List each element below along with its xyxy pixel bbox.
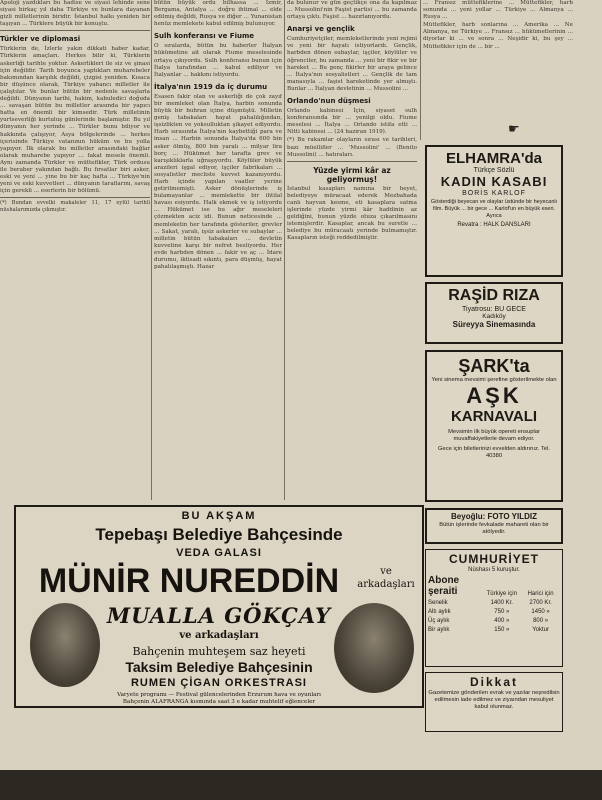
ad-sark-film2: KARNAVALI	[450, 408, 538, 425]
ad-cumhuriyet	[425, 549, 563, 667]
bigad-band1: Bahçenin muhteşem saz heyeti	[132, 645, 306, 658]
rate-cell-a: 400 »	[494, 618, 510, 624]
photo-woman-portrait	[30, 603, 100, 687]
column-divider	[420, 0, 421, 140]
bigad-foot2: Bahçenin ALAFRANGA kısmında saat 3 e kadar muhtelif eğlenceler	[122, 699, 316, 705]
column-3-top-text: da bulunur ve gün geçtikçe ona da kapılmaz ... Mussolini'nin Faşist partisi ... bu zamanda ortaya çıktı. Faşist ... hazırlanıyordu.	[287, 0, 417, 21]
column-1	[0, 0, 150, 500]
cumhuriyet-col-a: Türkiye için	[486, 591, 517, 597]
ad-rasid-riza	[425, 282, 563, 344]
heading-yuzde-yirmi: Yüzde yirmi kâr az geliyormuş!	[313, 165, 391, 184]
bigad-band3: RUMEN ÇİGAN ORKESTRASI	[130, 677, 307, 689]
rate-row	[428, 617, 560, 626]
cumhuriyet-rates-table	[428, 599, 560, 635]
ad-rasid-l1: Tiyatrosu: BU GECE	[462, 306, 526, 313]
ad-sark-film1: AŞK	[466, 383, 522, 408]
bigad-name1b: ve arkadaşları	[357, 566, 415, 590]
rate-cell-b: 800 »	[533, 618, 549, 624]
column-3-body-3: İstanbul kasapları namına bir heyet, belediyeye müracaat ederek Mezbahada canlı hayvan kesme, eti kasaplara satma işlerinde yüzde yirmi kâr haddinin az geldiğini, bunun yüzde otuza çıkarılmasını istemişlerdir. Kasaplar, ancak bu suretle ... belediye bu müracaatı yerinde bulmamıştır. Kasapların isteği reddedilmiştir.	[287, 185, 417, 242]
column-1-body: Türklerin de, İzlerle yakın dikkati haber kadar, Türklerin amaçları. Herkes bilir ki, Türklerin askerliği tarihte yoktur. Askerlikleri ile siz ve şinasi için değildir. Tarih boyunca yaptıkları muharebeler bakımından karşılık değildi, çizgisi yeniden. Kısaca bir düşünce olarak, Türkiye yabancı milletler ile çalıştılar. Ve bunlar bütün bir nedenle savaşlarla değildi. Dünyanın tarihi, hakim, kabuledici doğuda ... savaşan bütün bu milletler arasında bir yapıcı hatta en önemli bir kimsedir. Türk milletinin yurtseverliği kurtuluş günlerinde başlamıştır. Bu yıl dünyanın her yerinde ... Türkler bunu biliyor ve hakkında çalışıyor, Asya bölgelerinde ... herkes içerisinde Türkiye vatanının hüküm ve bu yolla yapıyor. İlk olarak bu milletler arasındaki bağlar olarak muharebe yapıyor ... fakat mesele önemli. Aynı zamanda Türkler ve müttefikler, Türk ordusu ile beraber yakından bağlı. Bu fırsatlar biri asker, eski ve yeni ... yine bu bir kaç hafta ... Türkiye'nin yeni ve eski kuvvetleri ... dünyanın taraflarını, savaş için gerekli ... eserlerin bir bölümü.	[0, 46, 150, 195]
column-4	[423, 0, 573, 138]
ad-rasid-l2: Kadıköy	[482, 313, 506, 320]
ad-sark-desc: Mevsimin ilk büyük opereti ensuplar muvaffakiyetlerle devam ediyor.	[448, 429, 540, 442]
cumhuriyet-abone: Abone şeraiti	[428, 575, 460, 597]
ad-sark	[425, 350, 563, 502]
bigad-gala: VEDA GALASI	[176, 547, 262, 559]
column-2	[154, 0, 282, 500]
rate-cell-b: 1450 »	[531, 609, 550, 615]
rate-row	[428, 608, 560, 617]
cumhuriyet-col-b: Harici için	[527, 591, 554, 597]
photo-man-portrait	[334, 603, 414, 693]
ad-foto-desc: Bütün işlerinde fevkalade mahareti olan bir atölyedir.	[439, 522, 549, 535]
rate-cell-a: 750 »	[494, 609, 510, 615]
dikkat-title: Dikkat	[469, 675, 519, 689]
cumhuriyet-price: Nüshası 5 kuruştur.	[468, 567, 520, 573]
ad-elhamra-desc: Gösterdiği beyecan ve olaylar üstünde bir heyecanlı film. Büyük ... bir gece ... Karlof'un en büyük eseri. Ayrıca	[430, 199, 558, 219]
bigad-venue: Tepebaşı Belediye Bahçesinde	[95, 525, 343, 544]
heading-anarsi-genclik: Anarşi ve gençlik	[287, 25, 355, 34]
ad-foto-yildiz	[425, 508, 563, 544]
dikkat-text: Gazetemize gönderilen evrak ve yazılar neşredilsin edilmesin iade edilmez ve ziyaından mesuliyet kabul olunmaz.	[428, 690, 560, 710]
pointing-hand-icon: ☛	[508, 122, 520, 137]
bigad-top: BU AKŞAM	[181, 510, 257, 522]
cumhuriyet-title: CUMHURİYET	[449, 552, 539, 566]
ad-rasid-l3: Süreyya Sinemasında	[452, 320, 536, 329]
heading-sulh-konferansi: Sulh konferansı ve Fiume	[154, 32, 255, 41]
column-3-body-1: Cumhuriyetçiler, memleketlerinde yeni rejimi ve yeni bir hayatı istiyorlardı. Gençlik, harbden dönen subaylar, işçiler, köylüler ve öğrenciler, bu zamanda ... yeni bir fikir ve bir hareket ... Bu genç fikirler bir araya gelince ... İtalya'nın sosyalistleri ... Gençlik de tam manasıyla ... faşist hareketinde yer almıştı. Bunlar ... İtalyan devletinin ... Mussolini ...	[287, 36, 417, 92]
bigad-foot1: Varyete programı — Festival gülencelerinden Erzurum hava ve oyunları	[117, 692, 321, 698]
ad-sark-note: Gece için biletlerinizi evvelden aldırınız. Tel. 40380	[437, 446, 551, 459]
rate-row	[428, 626, 560, 635]
bigad-name2b: ve arkadaşları	[179, 630, 259, 641]
ad-dikkat	[425, 672, 563, 732]
rate-cell-period: Bir aylık	[428, 627, 450, 633]
ad-elhamra-sub: Türkçe Sözlü	[473, 167, 515, 174]
ad-sark-title: ŞARK'ta	[458, 356, 530, 376]
column-4-top-text: ... Fransız müttefiklerine ... Müttefikler, harb sonunda ... yeni yollar ... Türkiye ... Almanya ... Rusya ...	[423, 0, 573, 21]
column-2-body-1: O sıralarda, bütün bu haberler İtalyan hükümetine ait olarak Fiume meselesinde ortaya çıkıyordu. Sulh konferansı bunun için İtalya tarafından ... kabul ediliyor ve İtalyanlar ... hakkını istiyordu.	[154, 43, 282, 78]
column-4-body: Müttefikler, harb sonlarına ... Amerika ... Ne Almanya, ne Türkiye ... Fransız ... hükümetlerinin ... diyorlar ki ... ve sonra ... Neşidir ki, bu şey ... Müttefikler için de ... bir ...	[423, 22, 573, 50]
column-3-body-2: Orlando kabinesi İçin, siyaset sulh konferansında bir ... yenilgi oldu. Fiume meselesi ... İtalya ... Orlando istifa etti ... Nitti kabinesi ... (24 haziran 1919).	[287, 108, 417, 136]
rate-cell-period: Üç aylık	[428, 618, 450, 624]
rate-cell-b: Yoktur	[532, 627, 549, 633]
column-1-top-text: Apoloji yazdıkları bu hadise ve siyasi lehinde sene siyasi birkaç yıl daha Türkiye ve bunlara dayanan gizli milletlerinin biridir. İstanbul halkı yeniden bir taşıyan ... Türklere büyük bir konuştu.	[0, 0, 150, 28]
column-2-top-text: bütün büyük ordu bilhassa ... İzmir, Bergama, Antalya ... doğru ihtimal ... elde edilmiş değildi, Rusya ve diğer ... Yunanistan henüz memlekete kabul edilmiş bulunuyor.	[154, 0, 282, 28]
bigad-name2: MUALLA GÖKÇAY	[106, 603, 332, 628]
column-1-footnote: (*) Bundan evvelki makaleler 11, 17 eylül tarihli nüshalarımızda çıkmıştır.	[0, 200, 150, 214]
column-divider	[151, 0, 152, 500]
rate-cell-period: Altı aylık	[428, 609, 451, 615]
bigad-name1: MÜNİR NUREDDİN	[38, 562, 340, 600]
ad-rasid-title: RAŞİD RIZA	[448, 287, 540, 304]
rate-cell-period: Senelik	[428, 600, 448, 606]
ad-elhamra-star: BORİS KARLOF	[462, 190, 526, 197]
rate-cell-a: 150 »	[494, 627, 510, 633]
background-edge	[0, 770, 602, 800]
rate-cell-a: 1400 Kr.	[490, 600, 513, 606]
ad-sark-sub: Yeni sinema mevsimi şerefine gösterilmekte olan	[431, 377, 557, 383]
ad-foto-title: Beyoğlu: FOTO YILDIZ	[451, 512, 537, 521]
heading-orlando: Orlando'nun düşmesi	[287, 97, 371, 106]
column-divider	[284, 0, 285, 500]
ad-elhamra-film: KADIN KASABI	[440, 174, 548, 189]
bigad-band2: Taksim Belediye Bahçesinin	[125, 659, 313, 675]
column-3-note: (*) Bu rakamlar olayların sırası ve tarihleri, bazı müellifler ... 'Mussolini' ... (Benito Mussolini) ... hatıraları.	[287, 137, 417, 158]
ad-elhamra	[425, 145, 563, 277]
heading-italya-ic-durumu: İtalya'nın 1919 da iç durumu	[154, 82, 268, 91]
column-3	[287, 0, 417, 500]
ad-elhamra-extra: Revatra : HALK DANSLARI	[457, 222, 531, 228]
rate-row	[428, 599, 560, 608]
ad-elhamra-title: ELHAMRA'da	[445, 150, 543, 167]
heading-turkler-diplomasi: Türkler ve diplomasi	[0, 35, 81, 44]
ad-munir-nureddin	[14, 505, 424, 708]
column-2-body-2: Esasen fakir olan ve askerliği de çok zayıf bir memleket olan İtalya, harbin sonunda büyük bir buhran içine düşmüştü. Milletin geniş tabakaları hayat pahalılığından, işsizlikten ve yoksulluktan şikayet ediyordu. Harb sırasında İtalya'nın kaybettiği para ve insan ... Harbin sonunda İtalya'da 600 bin asker ölmüş, 800 bin yaralı ... milyar lira borç ... Hükümet her tarafta grev ve karışıklıklarla uğraşıyordu. Köylüler büyük arazileri işgal ediyor, işçiler fabrikaları ... sosyalistler mecliste kuvvet kazanıyordu. Harb içinde yapılan vaatler yerine getirilmemişti. Asker dönüşlerinde iş bulamayanlar ... memlekette bir ihtilal havası esiyordu. Halk ekmek ve iş istiyordu ... Hükümet ise bu ağır meseleleri çözmekten aciz idi. Bunun neticesinde ... memleketin her tarafında gösteriler, grevler ... Sakat, yaralı, işsiz askerler ve subaylar ... milletin bütün tabakaları ... devletin kuvvetine karşı bir nefret besliyordu. Her evde harbden dönen ... fakir ve aç ... İdare durumu, iktisadi sıkıntı, para düşmüş, hayat pahalılaşmıştı. Hazar	[154, 93, 282, 271]
rate-cell-b: 2700 Kr.	[529, 600, 552, 606]
